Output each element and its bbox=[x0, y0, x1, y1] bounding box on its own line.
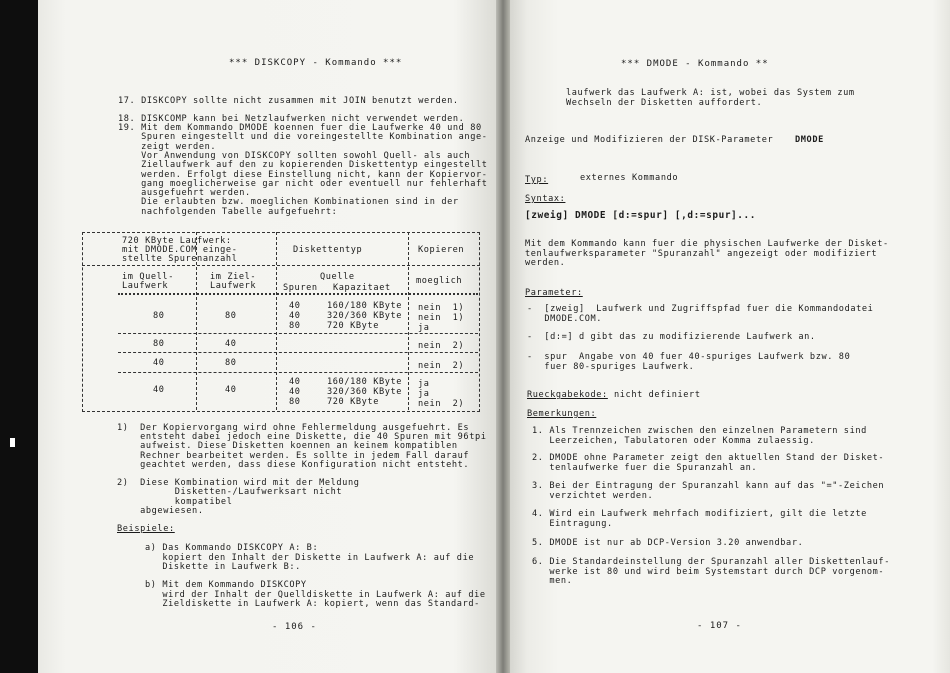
left-page-number: - 106 - bbox=[272, 622, 317, 632]
exb-line: b) Mit dem Kommando DISKCOPY bbox=[145, 580, 307, 590]
param3-line: - spur Angabe von 40 fuer 40-spuriges Laufwerk bzw. 80 bbox=[527, 352, 851, 362]
fn2-line: 2) Diese Kombination wird mit der Meldung bbox=[117, 478, 360, 488]
edge-mark bbox=[10, 438, 15, 447]
param3-line: fuer 80-spuriges Laufwerk. bbox=[527, 361, 695, 372]
p19-line: zeigt werden. bbox=[118, 141, 217, 152]
table-rule bbox=[118, 333, 478, 334]
fn1-line: Rechner bearbeitet werden. Es sollte in jedem Fall darauf bbox=[117, 450, 470, 461]
r4-spur-3: 80 bbox=[289, 397, 301, 407]
table-divider bbox=[276, 232, 277, 410]
p19-line: Vor Anwendung von DISKCOPY sollten sowohl Quell- als auch bbox=[118, 150, 471, 161]
desc-line: werden. bbox=[525, 258, 566, 268]
fn1-line: aufweist. Diese Disketten koennen an keinem kompatiblen bbox=[117, 441, 458, 452]
r4-spur-2: 40 bbox=[289, 387, 301, 397]
r3-ziel: 80 bbox=[225, 358, 237, 368]
n6-line: 6. Die Standardeinstellung der Spuranzahl aller Diskettenlauf- bbox=[532, 557, 890, 567]
fn2-line: kompatibel bbox=[117, 496, 233, 507]
item-17: 17. DISKCOPY sollte nicht zusammen mit JOIN benutzt werden. bbox=[118, 96, 459, 106]
r4-kap-2: 320/360 KByte bbox=[327, 387, 403, 397]
left-header: *** DISKCOPY - Kommando *** bbox=[229, 58, 403, 68]
r4-copy-1: ja bbox=[418, 379, 430, 389]
n1-line: Leerzeichen, Tabulatoren oder Komma zulaessig. bbox=[532, 435, 815, 446]
typ-value: externes Kommando bbox=[580, 173, 679, 183]
intro-line: Wechseln der Disketten auffordert. bbox=[566, 97, 763, 108]
syntax-label: Syntax: bbox=[525, 194, 566, 204]
n3-line: verzichtet werden. bbox=[532, 490, 654, 501]
th-quelle: Quelle bbox=[320, 272, 355, 282]
remark-5: 5. DMODE ist nur ab DCP-Version 3.20 anwendbar. bbox=[532, 538, 804, 548]
table-divider bbox=[408, 232, 409, 410]
exa-line: kopiert den Inhalt der Diskette in Laufwerk A: auf die bbox=[145, 552, 475, 563]
th-moeglich: moeglich bbox=[416, 276, 463, 286]
r1-spur-3: 80 bbox=[289, 321, 301, 331]
th-quell-1: im Quell- bbox=[122, 272, 174, 282]
p19-line: 19. Mit dem Kommando DMODE koennen fuer die Laufwerke 40 und 80 bbox=[118, 123, 482, 133]
th-spuren: Spuren bbox=[283, 283, 318, 293]
desc-line: Mit dem Kommando kann fuer die physischen Laufwerke der Disket- bbox=[525, 239, 889, 249]
r1-copy-2: nein 1) bbox=[418, 313, 465, 323]
r4-ziel: 40 bbox=[225, 385, 237, 395]
beispiele-heading: Beispiele: bbox=[117, 524, 175, 534]
th-laufwerk-2: mit DMODE.COM einge- bbox=[122, 245, 238, 255]
p19-line: gang moeglicherweise gar nicht oder eventuell nur fehlerhaft bbox=[118, 178, 488, 189]
r4-kap-1: 160/180 KByte bbox=[327, 377, 403, 387]
th-laufwerk-1: 720 KByte Laufwerk: bbox=[122, 236, 232, 246]
r3-copy: nein 2) bbox=[418, 361, 465, 371]
syntax-line: [zweig] DMODE [d:=spur] [,d:=spur]... bbox=[525, 210, 757, 221]
r1-copy-1: nein 1) bbox=[418, 303, 465, 313]
table-rule bbox=[118, 372, 478, 373]
r4-quell: 40 bbox=[153, 385, 165, 395]
fn2-line: Disketten-/Laufwerksart nicht bbox=[117, 487, 343, 498]
fn1-line: geachtet werden, dass diese Konfiguration nicht entsteht. bbox=[117, 459, 470, 470]
r1-quell: 80 bbox=[153, 311, 165, 321]
r2-copy: nein 2) bbox=[418, 341, 465, 351]
table-rule bbox=[118, 352, 478, 353]
fn1-line: entsteht dabei jedoch eine Diskette, die 40 Spuren mit 96tpi bbox=[117, 432, 487, 443]
r2-quell: 80 bbox=[153, 339, 165, 349]
item-18: 18. DISKCOMP kann bei Netzlaufwerken nicht verwendet werden. bbox=[118, 114, 465, 124]
th-diskettentyp: Diskettentyp bbox=[293, 245, 363, 255]
exa-line: Diskette in Laufwerk B:. bbox=[145, 562, 301, 572]
r4-kap-3: 720 KByte bbox=[327, 397, 379, 407]
th-kopieren: Kopieren bbox=[418, 245, 465, 255]
r2-ziel: 40 bbox=[225, 339, 237, 349]
parameter-label: Parameter: bbox=[525, 288, 583, 298]
r4-copy-3: nein 2) bbox=[418, 399, 465, 409]
param1-line: DMODE.COM. bbox=[527, 313, 603, 324]
exa-line: a) Das Kommando DISKCOPY A: B: bbox=[145, 543, 319, 553]
r1-kap-1: 160/180 KByte bbox=[327, 301, 403, 311]
right-header: *** DMODE - Kommando ** bbox=[621, 59, 769, 69]
desc-line: tenlaufwerksparameter "Spuranzahl" angezeigt oder modifiziert bbox=[525, 248, 878, 259]
p19-line: werden. Erfolgt diese Einstellung nicht, kann der Kopiervor- bbox=[118, 169, 488, 180]
table-rule bbox=[118, 293, 478, 295]
r4-copy-2: ja bbox=[418, 389, 430, 399]
th-quell-2: Laufwerk bbox=[122, 281, 169, 291]
th-kapazitaet: Kapazitaet bbox=[333, 283, 391, 293]
r1-spur-1: 40 bbox=[289, 301, 301, 311]
param1-line: - [zweig] Laufwerk und Zugriffspfad fuer die Kommandodatei bbox=[527, 304, 874, 314]
r1-kap-3: 720 KByte bbox=[327, 321, 379, 331]
p19-line: nachfolgenden Tabelle aufgefuehrt: bbox=[118, 206, 338, 217]
th-laufwerk-3: stellte Spurenanzahl bbox=[122, 254, 238, 264]
param-d: - [d:=] d gibt das zu modifizierende Laufwerk an. bbox=[527, 332, 816, 342]
n4-line: Eintragung. bbox=[532, 518, 613, 529]
r1-ziel: 80 bbox=[225, 311, 237, 321]
th-ziel-2: Laufwerk bbox=[210, 281, 257, 291]
section-title: Anzeige und Modifizieren der DISK-Parameter bbox=[525, 135, 774, 145]
exb-line: Zieldiskette in Laufwerk A: kopiert, wenn das Standard- bbox=[145, 599, 480, 609]
n3-line: 3. Bei der Eintragung der Spuranzahl kann auf das "="-Zeichen bbox=[532, 481, 885, 491]
r1-copy-3: ja bbox=[418, 323, 430, 333]
right-page-number: - 107 - bbox=[697, 621, 742, 631]
n2-line: tenlaufwerke fuer die Spuranzahl an. bbox=[532, 462, 758, 473]
section-command: DMODE bbox=[795, 135, 824, 145]
n6-line: men. bbox=[532, 576, 573, 586]
fn1-line: 1) Der Kopiervorgang wird ohne Fehlermeldung ausgefuehrt. Es bbox=[117, 423, 470, 433]
th-ziel-1: im Ziel- bbox=[210, 272, 257, 282]
intro-line: laufwerk das Laufwerk A: ist, wobei das System zum bbox=[566, 88, 855, 98]
bemerkungen-label: Bemerkungen: bbox=[527, 409, 597, 419]
book-gutter bbox=[496, 0, 510, 673]
table-rule bbox=[82, 265, 480, 266]
r1-kap-2: 320/360 KByte bbox=[327, 311, 403, 321]
r3-quell: 40 bbox=[153, 358, 165, 368]
r4-spur-1: 40 bbox=[289, 377, 301, 387]
n6-line: werke ist 80 und wird beim Systemstart durch DCP vorgenom- bbox=[532, 566, 885, 577]
typ-label: Typ: bbox=[525, 175, 549, 185]
p19-line: ausgefuehrt werden. bbox=[118, 188, 251, 199]
rueckgabekode-value: nicht definiert bbox=[614, 390, 701, 400]
n2-line: 2. DMODE ohne Parameter zeigt den aktuellen Stand der Disket- bbox=[532, 453, 885, 463]
rueckgabekode-label: Rueckgabekode: bbox=[527, 390, 608, 400]
p19-line: Spuren eingestellt und die voreingestellte Kombination ange- bbox=[118, 132, 488, 143]
r1-spur-2: 40 bbox=[289, 311, 301, 321]
exb-line: wird der Inhalt der Quelldiskette in Laufwerk A: auf die bbox=[145, 589, 486, 600]
fn2-line: abgewiesen. bbox=[117, 506, 204, 517]
p19-line: Die erlaubten bzw. moeglichen Kombinationen sind in der bbox=[118, 197, 459, 208]
n4-line: 4. Wird ein Laufwerk mehrfach modifiziert, gilt die letzte bbox=[532, 509, 867, 519]
n1-line: 1. Als Trennzeichen zwischen den einzelnen Parametern sind bbox=[532, 426, 867, 436]
p19-line: Ziellaufwerk auf den zu kopierenden Diskettentyp eingestellt bbox=[118, 160, 488, 171]
